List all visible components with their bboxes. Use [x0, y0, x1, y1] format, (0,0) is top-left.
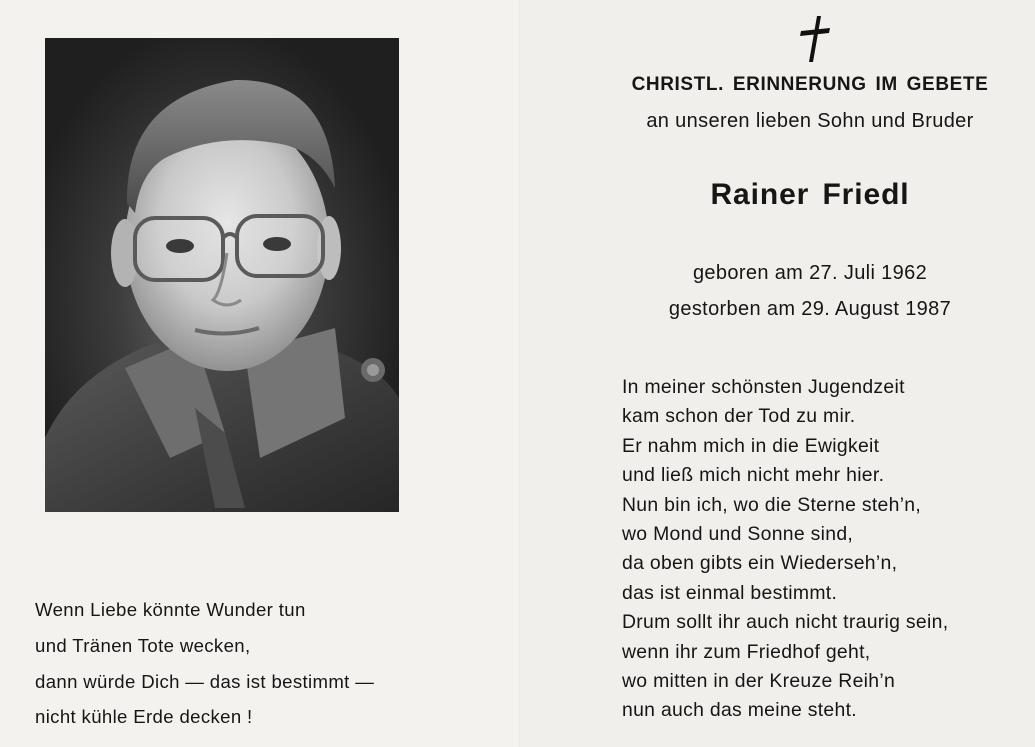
- left-poem-line: nicht kühle Erde decken !: [35, 706, 253, 728]
- right-poem-line: Er nahm mich in die Ewigkeit: [622, 434, 880, 457]
- right-poem-line: da oben gibts ein Wiederseh’n,: [622, 552, 898, 575]
- right-poem: [622, 373, 948, 726]
- memorial-heading: CHRISTL. ERINNERUNG IM GEBETE: [631, 74, 989, 95]
- deceased-name: Rainer Friedl: [710, 178, 910, 211]
- right-poem-line: kam schon der Tod zu mir.: [622, 405, 856, 428]
- right-poem-line: nun auch das meine steht.: [622, 699, 857, 722]
- right-poem-line: In meiner schönsten Jugendzeit: [622, 376, 905, 398]
- left-poem-line: dann würde Dich — das ist bestimmt —: [35, 670, 375, 692]
- death-date: gestorben am 29. August 1987: [668, 298, 952, 320]
- cross-icon: [797, 14, 833, 64]
- left-poem-line: und Tränen Tote wecken,: [35, 634, 251, 656]
- right-poem-line: Drum sollt ihr auch nicht traurig sein,: [622, 611, 949, 634]
- right-poem-line: wenn ihr zum Friedhof geht,: [622, 640, 871, 663]
- right-poem-line: das ist einmal bestimmt.: [622, 581, 838, 604]
- memorial-subheading: an unseren lieben Sohn und Bruder: [646, 110, 974, 132]
- portrait-photo: [45, 38, 399, 512]
- birth-date: geboren am 27. Juli 1962: [692, 262, 928, 284]
- left-poem: [35, 592, 374, 735]
- right-poem-line: Nun bin ich, wo die Sterne steh’n,: [622, 493, 922, 516]
- right-poem-line: wo Mond und Sonne sind,: [622, 523, 854, 546]
- right-poem-line: wo mitten in der Kreuze Reih’n: [622, 670, 896, 693]
- left-poem-line: Wenn Liebe könnte Wunder tun: [35, 599, 306, 620]
- portrait-illustration: [45, 38, 399, 512]
- right-poem-line: und ließ mich nicht mehr hier.: [622, 464, 885, 487]
